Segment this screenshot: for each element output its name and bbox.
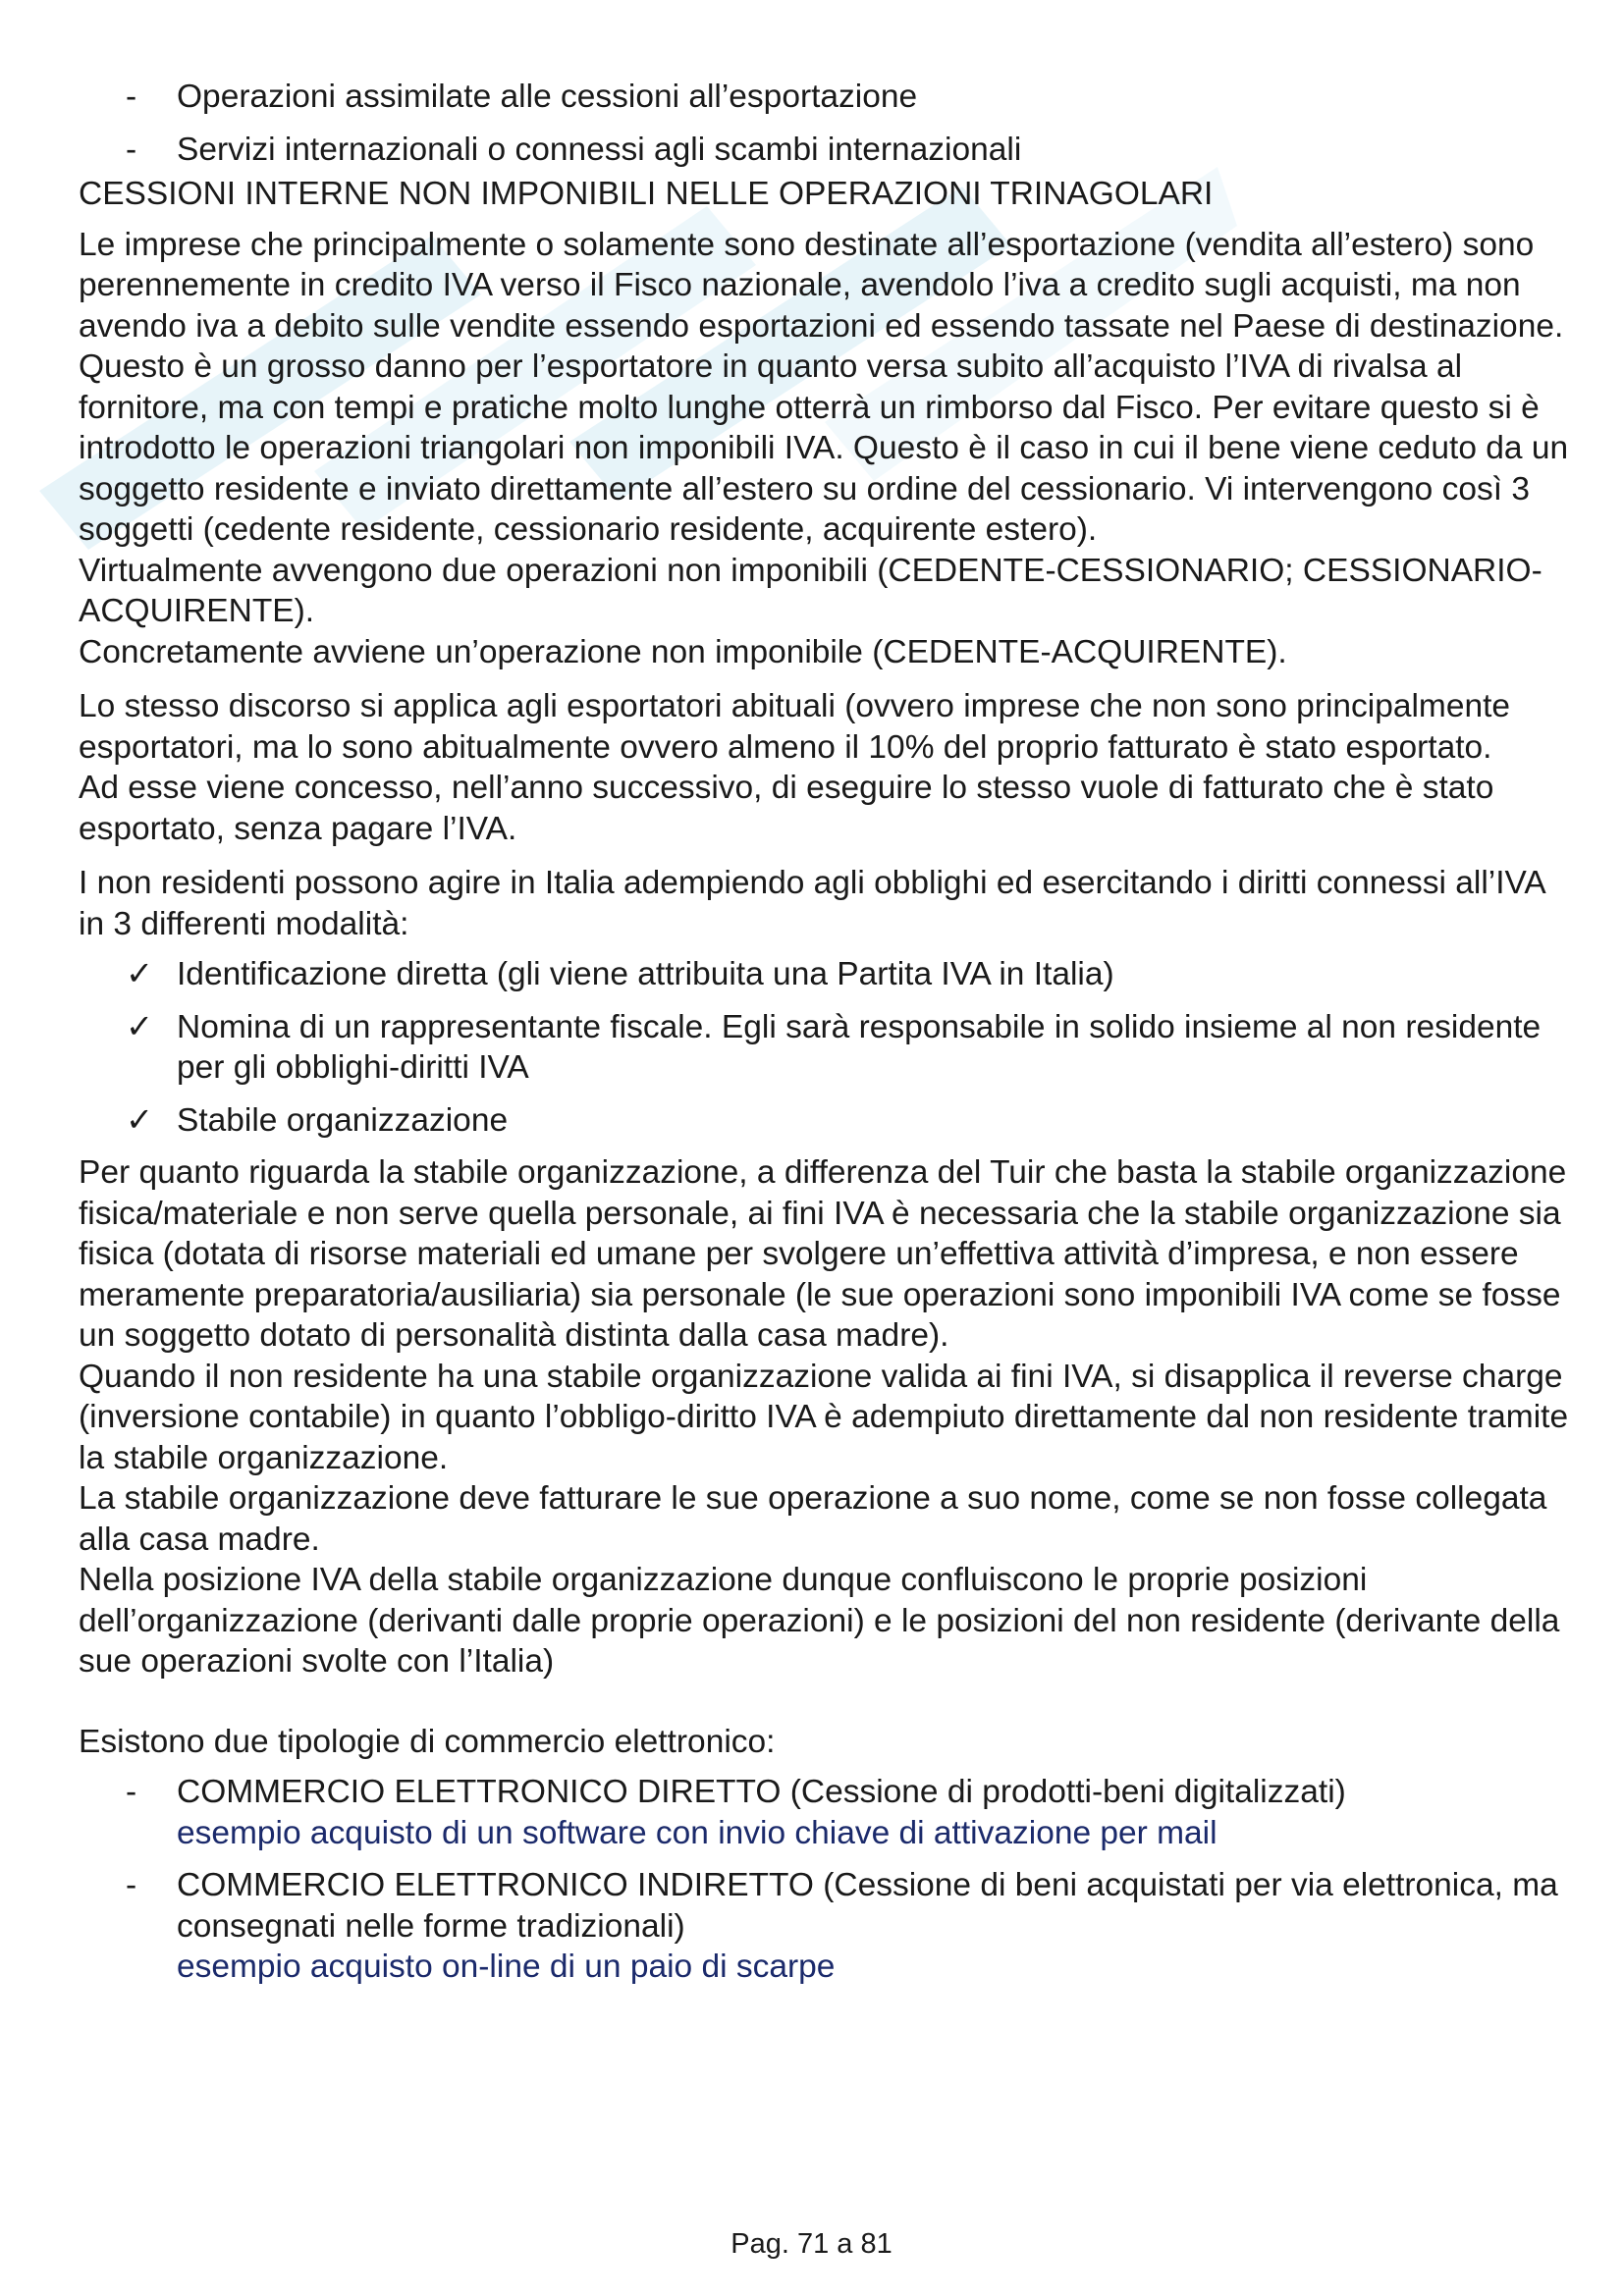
paragraph: Virtualmente avvengono due operazioni non imponibili (CEDENTE-CESSIONARIO; CESSIONARIO-ACQUIRENTE).	[79, 552, 1542, 629]
page-number: Pag. 71 a 81	[730, 2228, 893, 2260]
paragraph: Quando il non residente ha una stabile organizzazione valida ai fini IVA, si disapplica il reverse charge (inversione contabile) in quanto l’obbligo-diritto IVA è adempiuto direttamente dal non residente tramite la stabile organizzazione.	[79, 1358, 1569, 1476]
ecommerce-intro: Esistono due tipologie di commercio elettronico:	[79, 1723, 776, 1760]
checkmark-icon: ✓	[126, 1008, 154, 1045]
page-content	[79, 77, 1571, 2000]
paragraph: Concretamente avviene un’operazione non imponibile (CEDENTE-ACQUIRENTE).	[79, 633, 1287, 670]
ecommerce-list	[79, 1772, 1571, 1988]
paragraph: Le imprese che principalmente o solamente sono destinate all’esportazione (vendita all’estero) sono perennemente in credito IVA verso il Fisco nazionale, avendolo l’iva a credito sugli acquisti, ma non avendo iva a debito sulle vendite essendo esportazioni ed essendo tassate nel Paese di destinazione.	[79, 226, 1564, 345]
list-item: - Operazioni assimilate alle cessioni all’esportazione	[79, 77, 1571, 118]
list-item: ✓ Stabile organizzazione	[79, 1100, 1571, 1142]
checkmark-icon: ✓	[126, 956, 154, 992]
checkmark-icon: ✓	[126, 1101, 154, 1139]
dash-marker: -	[126, 79, 137, 115]
section-heading: CESSIONI INTERNE NON IMPONIBILI NELLE OPERAZIONI TRINAGOLARI	[79, 176, 1214, 212]
dash-marker: -	[126, 1867, 137, 1903]
paragraph: La stabile organizzazione deve fatturare le sue operazione a suo nome, come se non fosse collegata alla casa madre.	[79, 1480, 1547, 1558]
paragraph: Ad esse viene concesso, nell’anno successivo, di eseguire lo stesso vuole di fatturato che è stato esportato, senza pagare l’IVA.	[79, 770, 1494, 847]
paragraph: Nella posizione IVA della stabile organizzazione dunque confluiscono le proprie posizioni dell’organizzazione (derivanti dalle proprie operazioni) e le posizioni del non residente (derivante della sue operazioni svolte con l’Italia)	[79, 1562, 1560, 1680]
top-bullet-list	[79, 77, 1571, 170]
dash-marker: -	[126, 1774, 137, 1810]
paragraph: Lo stesso discorso si applica agli esportatori abituali (ovvero imprese che non sono principalmente esportatori, ma lo sono abitualmente ovvero almeno il 10% del proprio fatturato è stato esportato.	[79, 688, 1511, 766]
paragraph: Per quanto riguarda la stabile organizzazione, a differenza del Tuir che basta la stabile organizzazione fisica/materiale e non serve quella personale, ai fini IVA è necessaria che la stabile organizzazione sia fisica (dotata di risorse materiali ed umane per svolgere un’effettiva attività d’impresa, e non essere meramente preparatoria/ausiliaria) sia personale (le sue operazioni sono imponibili IVA come se fosse un soggetto dotato di personalità distinta dalla casa madre).	[79, 1154, 1567, 1354]
paragraph-block-4	[79, 1152, 1571, 1682]
dash-marker: -	[126, 131, 137, 168]
list-item: - COMMERCIO ELETTRONICO DIRETTO (Cessione di prodotti-beni digitalizzati) esempio acquisto di un software con invio chiave di attivazione per mail	[79, 1772, 1571, 1853]
paragraph-block-1	[79, 225, 1571, 673]
paragraph: Questo è un grosso danno per l’esportatore in quanto versa subito all’acquisto l’IVA di rivalsa al fornitore, ma con tempi e pratiche molto lunghe otterrà un rimborso dal Fisco. Per evitare questo si è introdotto le operazioni triangolari non imponibili IVA. Questo è il caso in cui il bene viene ceduto da un soggetto residente e inviato direttamente all’estero su ordine del cessionario. Vi intervengono così 3 soggetti (cedente residente, cessionario residente, acquirente estero).	[79, 348, 1569, 548]
example-text: esempio acquisto on-line di un paio di scarpe	[177, 1949, 836, 1985]
list-item: - COMMERCIO ELETTRONICO INDIRETTO (Cessione di beni acquistati per via elettronica, ma consegnati nelle forme tradizionali) esempio acquisto on-line di un paio di scarpe	[79, 1865, 1571, 1988]
list-item: ✓ Nomina di un rappresentante fiscale. Egli sarà responsabile in solido insieme al non residente per gli obblighi-diritti IVA	[126, 1008, 1542, 1086]
paragraph-block-2	[79, 686, 1571, 849]
paragraph: I non residenti possono agire in Italia adempiendo agli obblighi ed esercitando i diritti connessi all’IVA in 3 differenti modalità:	[79, 865, 1544, 942]
example-text: esempio acquisto di un software con invio chiave di attivazione per mail	[177, 1814, 1217, 1851]
list-item: - Servizi internazionali o connessi agli scambi internazionali	[79, 130, 1571, 171]
check-list	[79, 954, 1571, 1141]
list-item: ✓ Identificazione diretta (gli viene attribuita una Partita IVA in Italia)	[79, 954, 1571, 995]
